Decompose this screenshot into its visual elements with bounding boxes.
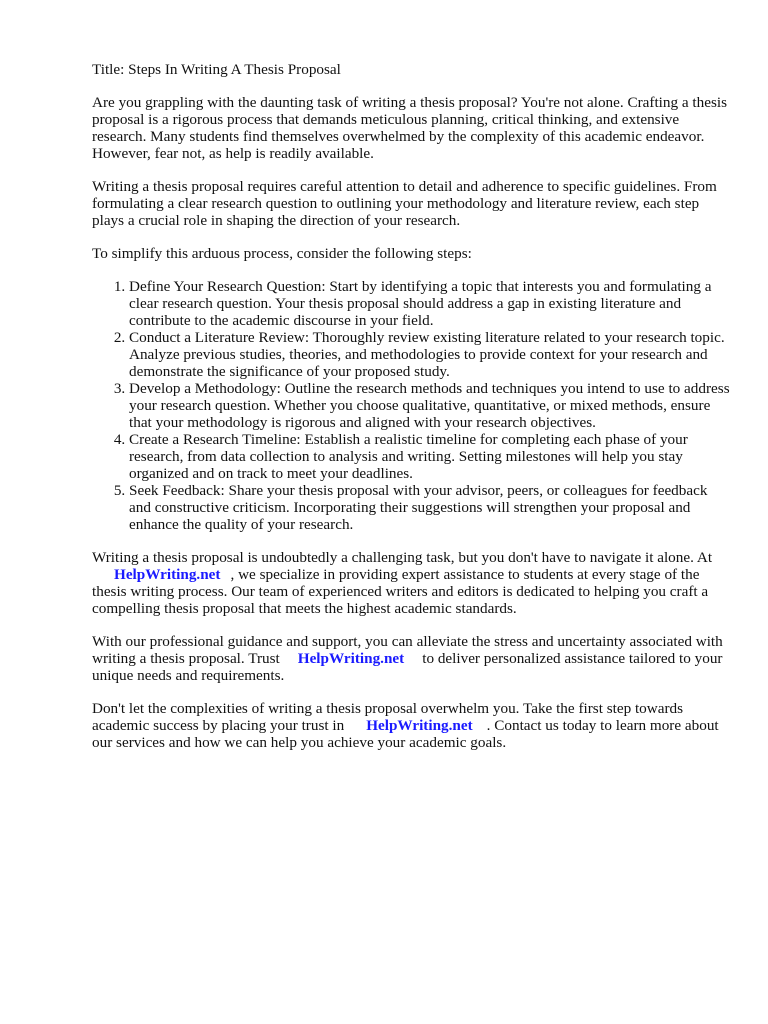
closing-paragraph-3 — [92, 700, 732, 751]
closing-3-text-before: Don't let the complexities of writing a thesis proposal overwhelm you. Take the first step towards academic success by placing your trust in — [92, 700, 684, 734]
step-item-1: 1. Define Your Research Question: Start by identifying a topic that interests you and formulating a clear research question. Your thesis proposal should address a gap in existing literature and contribute to the academic discourse in your field. — [129, 278, 732, 329]
closing-1-text-after: , we specialize in providing expert assistance to students at every stage of the thesis writing process. Our team of experienced writers and editors is dedicated to helping you craft a compelling thesis proposal that meets the highest academic standards. — [92, 566, 709, 617]
closing-3-text-after: . Contact us today to learn more about our services and how we can help you achieve your academic goals. — [92, 717, 719, 751]
closing-2-text-after: to deliver personalized assistance tailored to your unique needs and requirements. — [92, 650, 723, 684]
step-item-3: 3. Develop a Methodology: Outline the research methods and techniques you intend to use to address your research question. Whether you choose qualitative, quantitative, or mixed methods, ensure that your methodology is rigorous and aligned with your research objectives. — [129, 380, 732, 431]
step-item-2: 2. Conduct a Literature Review: Thoroughly review existing literature related to your research topic. Analyze previous studies, theories, and methodologies to provide context for your research and demonstrate the significance of your proposed study. — [129, 329, 732, 380]
closing-2-text-before: With our professional guidance and support, you can alleviate the stress and uncertainty associated with writing a thesis proposal. Trust — [92, 633, 723, 667]
document-title: Title: Steps In Writing A Thesis Proposal — [92, 61, 341, 78]
step-item-4: 4. Create a Research Timeline: Establish a realistic timeline for completing each phase of your research, from data collection to analysis and writing. Setting milestones will help you stay organized and on track to meet your deadlines. — [129, 431, 732, 482]
helpwriting-link-1[interactable]: HelpWriting.net — [114, 566, 221, 583]
intro-paragraph: Are you grappling with the daunting task of writing a thesis proposal? You're not alone. Crafting a thesis proposal is a rigorous process that demands meticulous planning, critical thinking, and extensive research. Many students find themselves overwhelmed by the complexity of this academic endeavor. However, fear not, as help is readily available. — [92, 94, 728, 162]
steps-list — [92, 278, 732, 533]
requirements-paragraph: Writing a thesis proposal requires careful attention to detail and adherence to specific guidelines. From formulating a clear research question to outlining your methodology and literature review, each step plays a crucial role in shaping the direction of your research. — [92, 178, 717, 229]
steps-intro-paragraph: To simplify this arduous process, consider the following steps: — [92, 245, 472, 262]
closing-paragraph-1 — [92, 549, 732, 617]
step-item-5: 5. Seek Feedback: Share your thesis proposal with your advisor, peers, or colleagues for feedback and constructive criticism. Incorporating their suggestions will strengthen your proposal and enhance the quality of your research. — [129, 482, 732, 533]
helpwriting-link-2[interactable]: HelpWriting.net — [297, 650, 405, 667]
closing-paragraph-2 — [92, 633, 732, 684]
closing-1-text-before: Writing a thesis proposal is undoubtedly a challenging task, but you don't have to navigate it alone. At — [92, 549, 713, 566]
helpwriting-link-3[interactable]: HelpWriting.net — [366, 717, 473, 734]
document-page — [92, 61, 732, 767]
